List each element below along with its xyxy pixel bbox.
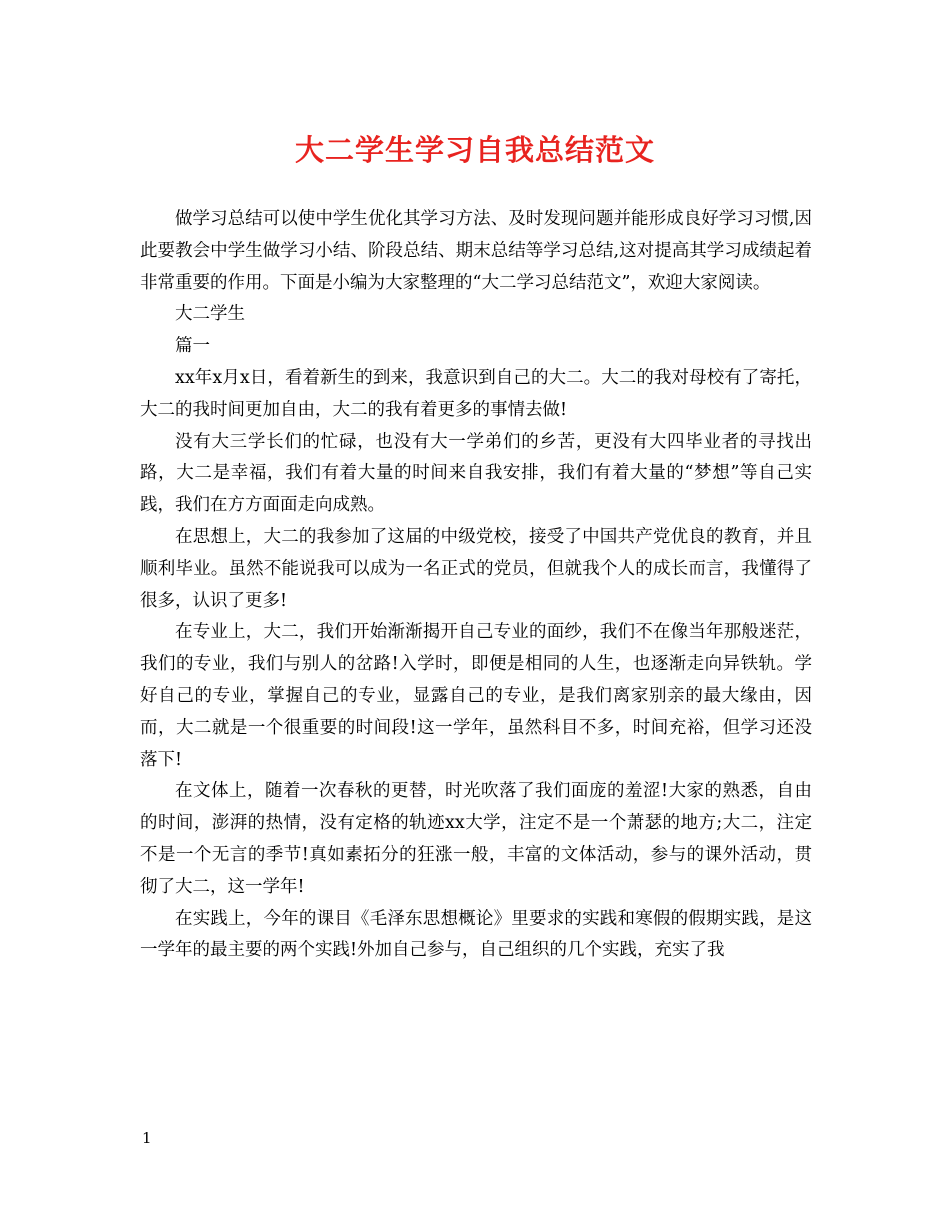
paragraph-section-heading: 大二学生 bbox=[175, 304, 245, 325]
paragraph-practice: 在实践上，今年的课目《毛泽东思想概论》里要求的实践和寒假的假期实践，是这一学年的最主要的两个实践!外加自己参与，自己组织的几个实践，充实了我 bbox=[140, 908, 812, 961]
paragraph-part-label: 篇一 bbox=[175, 336, 210, 357]
document-body bbox=[140, 204, 812, 967]
paragraph-intro: 做学习总结可以使中学生优化其学习方法、及时发现问题并能形成良好学习习惯,因此要教会中学生做学习小结、阶段总结、期末总结等学习总结,这对提高其学习成绩起着非常重要的作用。下面是小编为大家整理的“大二学习总结范文”，欢迎大家阅读。 bbox=[140, 209, 812, 293]
paragraph-comparison: 没有大三学长们的忙碌，也没有大一学弟们的乡苦，更没有大四毕业者的寻找出路，大二是幸福，我们有着大量的时间来自我安排，我们有着大量的“梦想”等自己实践，我们在方方面面走向成熟。 bbox=[140, 431, 812, 516]
paragraph-major: 在专业上，大二，我们开始渐渐揭开自己专业的面纱，我们不在像当年那般迷茫，我们的专业，我们与别人的岔路!入学时，即便是相同的人生，也逐渐走向异铁轨。学好自己的专业，掌握自己的专业，显露自己的专业，是我们离家别亲的最大缘由，因而，大二就是一个很重要的时间段!这一学年，虽然科目不多，时间充裕，但学习还没落下! bbox=[140, 622, 812, 770]
document-title: 大二学生学习自我总结范文 bbox=[294, 133, 655, 167]
paragraph-activities: 在文体上，随着一次春秋的更替，时光吹落了我们面庞的羞涩!大家的熟悉，自由的时间，澎湃的热情，没有定格的轨迹xx大学，注定不是一个萧瑟的地方;大二，注定不是一个无言的季节!真如素拓分的狂涨一般，丰富的文体活动，参与的课外活动，贯彻了大二，这一学年! bbox=[140, 781, 812, 897]
page-number: 1 bbox=[142, 1129, 152, 1147]
paragraph-opening: xx年x月x日，看着新生的到来，我意识到自己的大二。大二的我对母校有了寄托，大二的我时间更加自由，大二的我有着更多的事情去做! bbox=[140, 367, 812, 420]
paragraph-ideology: 在思想上，大二的我参加了这届的中级党校，接受了中国共产党优良的教育，并且顺利毕业。虽然不能说我可以成为一名正式的党员，但就我个人的成长而言，我懂得了很多，认识了更多! bbox=[140, 526, 812, 611]
